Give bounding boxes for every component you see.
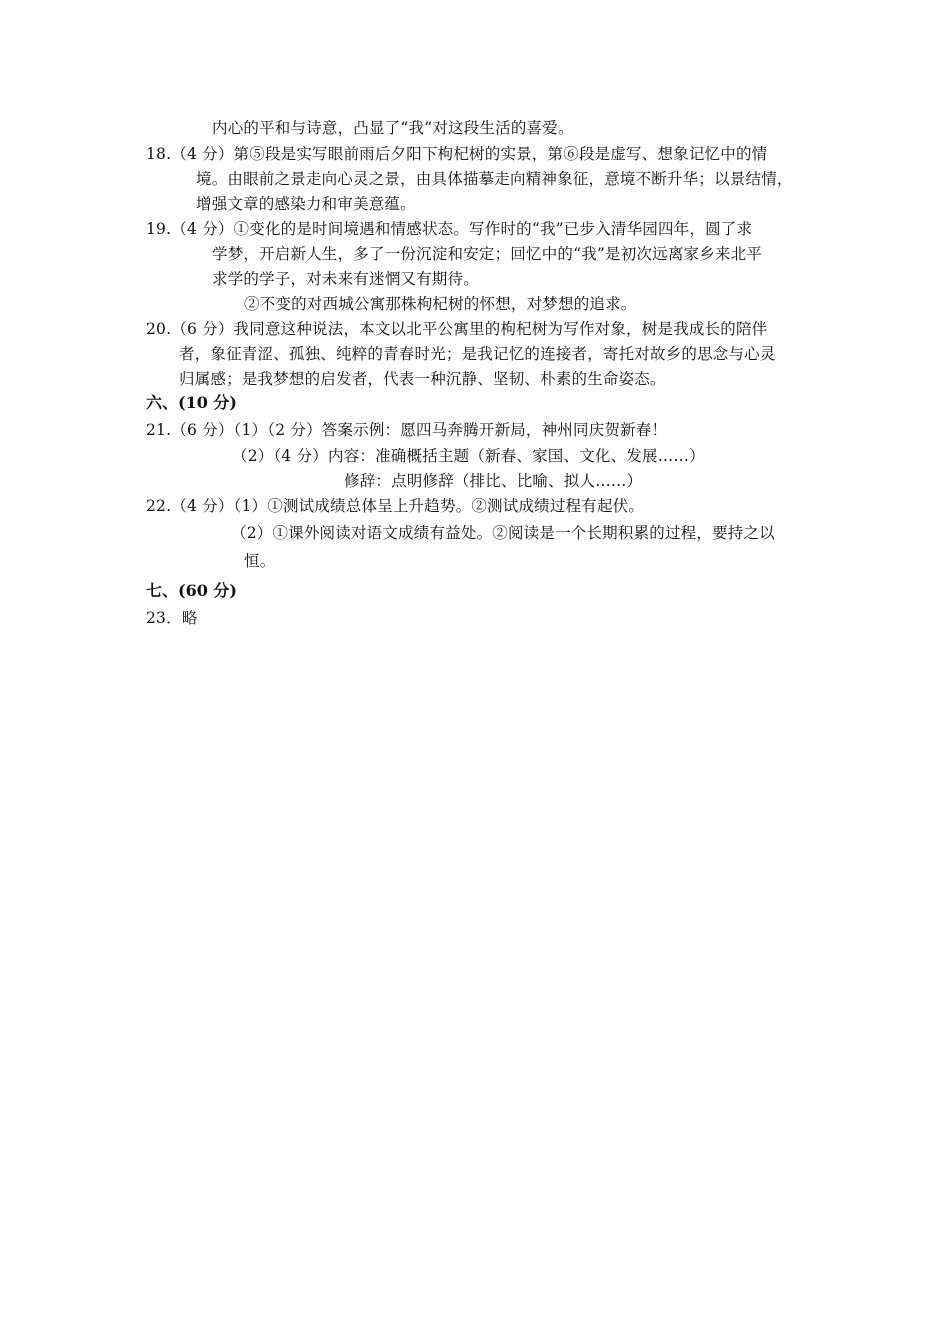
q22-line-3: 恒。 — [244, 552, 276, 570]
section-7-heading: 七、(60 分) — [146, 581, 237, 600]
q23-line: 23．略 — [146, 609, 198, 627]
q20-line-3: 归属感；是我梦想的启发者，代表一种沉静、坚韧、朴素的生命姿态。 — [179, 370, 666, 388]
q19-line-1: 19.（4 分）①变化的是时间境遇和情感状态。写作时的“我”已步入清华园四年，圆了求 — [146, 220, 753, 238]
q19-line-4: ②不变的对西城公寓那株枸杞树的怀想，对梦想的追求。 — [244, 295, 637, 313]
section-6-heading: 六、(10 分) — [146, 393, 237, 412]
q21-line-3: 修辞：点明修辞（排比、比喻、拟人……） — [344, 472, 643, 490]
q21-line-2: （2）（4 分）内容：准确概括主题（新春、家国、文化、发展……） — [232, 447, 705, 465]
q17-continuation: 内心的平和与诗意，凸显了“我”对这段生活的喜爱。 — [212, 119, 574, 137]
q18-line-2: 境。由眼前之景走向心灵之景，由具体描摹走向精神象征，意境不断升华；以景结情， — [196, 170, 793, 188]
q21-line-1: 21.（6 分）（1）（2 分）答案示例：愿四马奔腾开新局，神州同庆贺新春！ — [146, 421, 668, 439]
q18-line-1: 18.（4 分）第⑤段是实写眼前雨后夕阳下枸杞树的实景，第⑥段是虚写、想象记忆中的情 — [146, 145, 768, 163]
q20-line-1: 20.（6 分）我同意这种说法，本文以北平公寓里的枸杞树为写作对象，树是我成长的陪伴 — [146, 320, 768, 338]
q22-line-1: 22.（4 分）（1）①测试成绩总体呈上升趋势。②测试成绩过程有起伏。 — [146, 497, 645, 515]
q20-line-2: 者，象征青涩、孤独、纯粹的青春时光；是我记忆的连接者，寄托对故乡的思念与心灵 — [179, 345, 776, 363]
q18-line-3: 增强文章的感染力和审美意蕴。 — [196, 195, 416, 213]
q22-line-2: （2）①课外阅读对语文成绩有益处。②阅读是一个长期积累的过程，要持之以 — [231, 524, 775, 542]
q19-line-3: 求学的学子，对未来有迷惘又有期待。 — [212, 270, 479, 288]
q19-line-2: 学梦，开启新人生，多了一份沉淀和安定；回忆中的“我”是初次远离家乡来北平 — [212, 245, 763, 263]
